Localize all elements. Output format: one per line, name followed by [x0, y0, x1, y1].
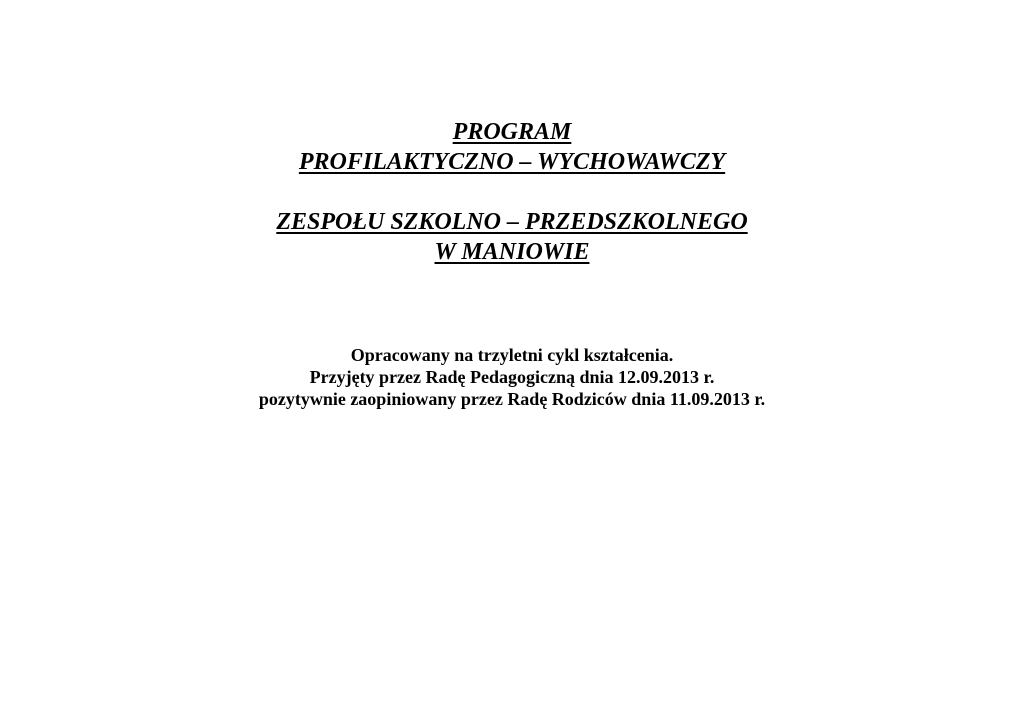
subtitle-line-school: ZESPOŁU SZKOLNO – PRZEDSZKOLNEGO — [276, 209, 748, 235]
title-block — [0, 117, 1024, 267]
title-spacer — [0, 177, 1024, 207]
info-block — [0, 344, 1024, 410]
title-line-program: PROGRAM — [452, 119, 572, 145]
info-line-adopted: Przyjęty przez Radę Pedagogiczną dnia 12.09.2013 r. — [309, 367, 715, 387]
subtitle-line-location: W MANIOWIE — [434, 239, 590, 265]
title-line-profile: PROFILAKTYCZNO – WYCHOWAWCZY — [298, 149, 726, 175]
info-line-opinion: pozytywnie zaopiniowany przez Radę Rodziców dnia 11.09.2013 r. — [258, 389, 766, 409]
info-line-cycle: Opracowany na trzyletni cykl kształcenia. — [350, 345, 674, 365]
